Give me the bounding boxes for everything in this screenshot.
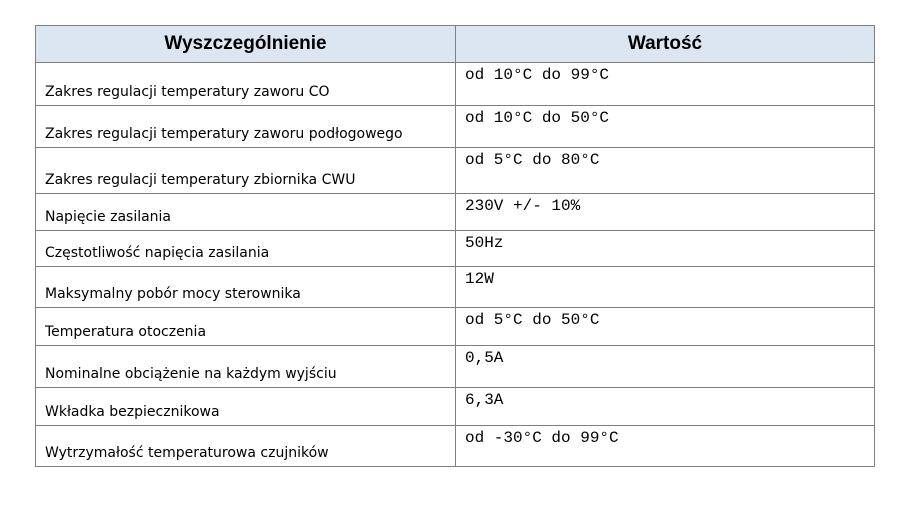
row-value-text: 12W [465, 270, 494, 288]
table-row [36, 426, 875, 467]
row-label-text: Nominalne obciążenie na każdym wyjściu [45, 366, 337, 382]
row-label [36, 148, 456, 194]
row-label-text: Maksymalny pobór mocy sterownika [45, 286, 301, 302]
row-value [456, 63, 875, 106]
table-row [36, 194, 875, 231]
table-row [36, 231, 875, 267]
row-value-text: od 5°C do 50°C [465, 311, 600, 329]
row-value-text: 230V +/- 10% [465, 197, 581, 215]
row-label [36, 346, 456, 388]
row-value [456, 106, 875, 148]
header-value: Wartość [456, 26, 875, 63]
row-value-text: 50Hz [465, 234, 504, 252]
row-label-text: Temperatura otoczenia [45, 324, 207, 340]
specification-table [35, 25, 875, 467]
row-value-text: 0,5A [465, 349, 504, 367]
row-label-text: Zakres regulacji temperatury zbiornika CWU [45, 172, 356, 188]
table-row [36, 346, 875, 388]
row-label-text: Napięcie zasilania [45, 209, 172, 225]
table-row [36, 267, 875, 308]
table-row [36, 106, 875, 148]
table-row [36, 388, 875, 426]
row-label-text: Zakres regulacji temperatury zaworu podłogowego [45, 126, 403, 142]
row-label [36, 231, 456, 267]
row-value [456, 426, 875, 467]
row-value [456, 231, 875, 267]
row-value-text: od -30°C do 99°C [465, 429, 619, 447]
row-label [36, 308, 456, 346]
row-label-text: Częstotliwość napięcia zasilania [45, 245, 270, 261]
row-value [456, 308, 875, 346]
table-header-row [36, 26, 875, 63]
row-value [456, 388, 875, 426]
row-value-text: od 10°C do 50°C [465, 109, 610, 127]
header-parameter: Wyszczególnienie [36, 26, 456, 63]
row-label [36, 63, 456, 106]
row-label [36, 388, 456, 426]
row-value-text: od 10°C do 99°C [465, 66, 610, 84]
table-row [36, 148, 875, 194]
row-label [36, 267, 456, 308]
row-value [456, 267, 875, 308]
row-value [456, 194, 875, 231]
row-label [36, 426, 456, 467]
row-label-text: Zakres regulacji temperatury zaworu CO [45, 84, 330, 100]
table-row [36, 63, 875, 106]
row-label [36, 106, 456, 148]
row-value [456, 346, 875, 388]
row-label [36, 194, 456, 231]
row-value-text: 6,3A [465, 391, 504, 409]
table-row [36, 308, 875, 346]
row-value-text: od 5°C do 80°C [465, 151, 600, 169]
row-value [456, 148, 875, 194]
row-label-text: Wkładka bezpiecznikowa [45, 404, 220, 420]
row-label-text: Wytrzymałość temperaturowa czujników [45, 445, 329, 461]
